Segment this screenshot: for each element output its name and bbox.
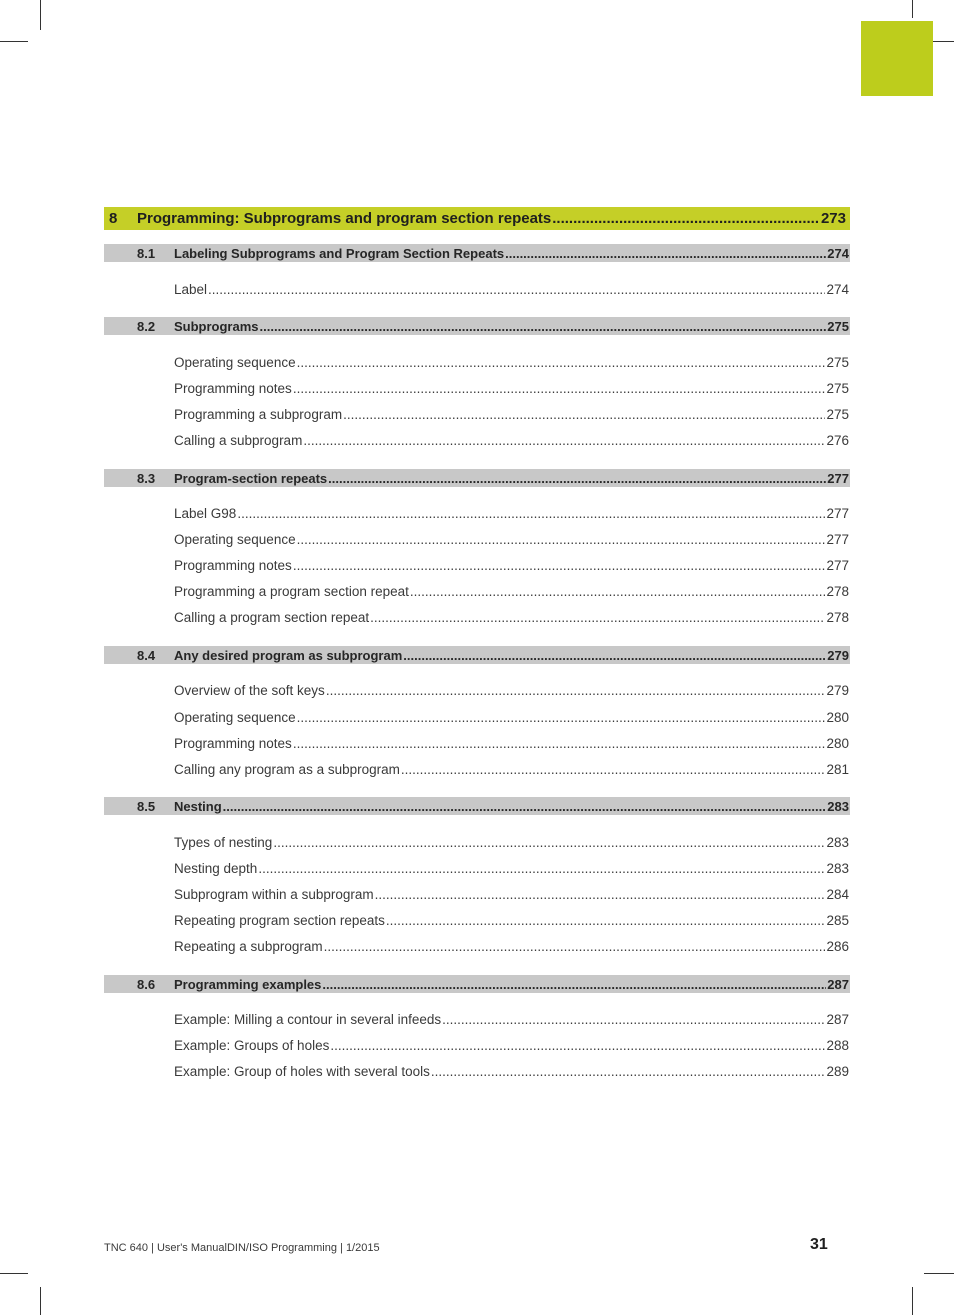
section-title: Program-section repeats — [174, 471, 328, 486]
toc-entry[interactable] — [174, 939, 849, 957]
entry-page: 280 — [826, 736, 849, 751]
crop-mark — [912, 1287, 913, 1315]
leader-dots — [442, 1012, 825, 1030]
leader-dots — [293, 381, 826, 399]
toc-entry[interactable] — [174, 887, 849, 905]
entry-label: Nesting depth — [174, 861, 258, 876]
entry-page: 277 — [826, 532, 849, 547]
leader-dots — [328, 471, 826, 486]
leader-dots — [322, 977, 826, 992]
entry-label: Programming notes — [174, 381, 292, 396]
entry-label: Repeating a subprogram — [174, 939, 323, 954]
leader-dots — [303, 433, 825, 451]
crop-mark — [40, 0, 41, 30]
section-title: Nesting — [174, 799, 222, 814]
entry-page: 288 — [826, 1038, 849, 1053]
section-page: 283 — [827, 799, 849, 814]
toc-entry[interactable] — [174, 532, 849, 550]
entry-label: Subprogram within a subprogram — [174, 887, 374, 902]
leader-dots — [403, 648, 826, 663]
section-page: 277 — [827, 471, 849, 486]
leader-dots — [297, 532, 826, 550]
section-heading[interactable] — [104, 469, 850, 487]
entry-label: Programming notes — [174, 736, 292, 751]
toc-entry[interactable] — [174, 1038, 849, 1056]
entry-label: Programming notes — [174, 558, 292, 573]
leader-dots — [297, 710, 826, 728]
leader-dots — [297, 355, 826, 373]
leader-dots — [223, 799, 827, 814]
entry-page: 275 — [826, 407, 849, 422]
section-heading[interactable] — [104, 317, 850, 335]
toc-entry[interactable] — [174, 1064, 849, 1082]
section-page: 279 — [827, 648, 849, 663]
chapter-title: Programming: Subprograms and program section repeats — [137, 210, 552, 227]
entry-label: Calling a program section repeat — [174, 610, 370, 625]
toc-entry[interactable] — [174, 506, 849, 524]
entry-page: 284 — [826, 887, 849, 902]
toc-entry[interactable] — [174, 1012, 849, 1030]
entry-label: Types of nesting — [174, 835, 273, 850]
entry-label: Programming a subprogram — [174, 407, 343, 422]
crop-mark — [0, 41, 28, 42]
section-number: 8.2 — [137, 319, 156, 334]
toc-entry[interactable] — [174, 610, 849, 628]
section-number: 8.4 — [137, 648, 156, 663]
toc-entry[interactable] — [174, 584, 849, 602]
toc-entry[interactable] — [174, 433, 849, 451]
leader-dots — [330, 1038, 825, 1056]
entry-page: 283 — [826, 835, 849, 850]
entry-page: 274 — [826, 282, 849, 297]
section-heading[interactable] — [104, 797, 850, 815]
entry-label: Operating sequence — [174, 710, 296, 725]
section-number: 8.3 — [137, 471, 156, 486]
section-heading[interactable] — [104, 244, 850, 262]
toc-entry[interactable] — [174, 381, 849, 399]
entry-label: Label G98 — [174, 506, 237, 521]
entry-label: Overview of the soft keys — [174, 683, 325, 698]
entry-page: 287 — [826, 1012, 849, 1027]
chapter-heading[interactable] — [104, 207, 850, 230]
entry-label: Example: Groups of holes — [174, 1038, 330, 1053]
section-title: Labeling Subprograms and Program Section Repeats — [174, 246, 505, 261]
entry-label: Calling any program as a subprogram — [174, 762, 400, 777]
section-page: 275 — [827, 319, 849, 334]
leader-dots — [505, 246, 826, 261]
entry-page: 280 — [826, 710, 849, 725]
entry-label: Label — [174, 282, 208, 297]
entry-page: 285 — [826, 913, 849, 928]
leader-dots — [293, 558, 826, 576]
leader-dots — [273, 835, 825, 853]
leader-dots — [552, 210, 820, 227]
footer-text: TNC 640 | User's ManualDIN/ISO Programming | 1/2015 — [104, 1242, 380, 1254]
toc-entry[interactable] — [174, 762, 849, 780]
entry-page: 275 — [826, 355, 849, 370]
section-title: Subprograms — [174, 319, 259, 334]
section-heading[interactable] — [104, 975, 850, 993]
leader-dots — [208, 282, 825, 300]
leader-dots — [343, 407, 825, 425]
entry-page: 278 — [826, 610, 849, 625]
section-title: Programming examples — [174, 977, 322, 992]
entry-page: 276 — [826, 433, 849, 448]
chapter-number: 8 — [109, 210, 118, 227]
entry-page: 283 — [826, 861, 849, 876]
leader-dots — [375, 887, 826, 905]
entry-label: Calling a subprogram — [174, 433, 303, 448]
toc-entry[interactable] — [174, 861, 849, 879]
entry-page: 286 — [826, 939, 849, 954]
entry-label: Example: Group of holes with several tools — [174, 1064, 430, 1079]
section-title: Any desired program as subprogram — [174, 648, 403, 663]
leader-dots — [326, 683, 826, 701]
section-page: 274 — [827, 246, 849, 261]
entry-page: 275 — [826, 381, 849, 396]
entry-label: Operating sequence — [174, 355, 296, 370]
toc-entry[interactable] — [174, 736, 849, 754]
toc-entry[interactable] — [174, 355, 849, 373]
entry-label: Example: Milling a contour in several infeeds — [174, 1012, 442, 1027]
leader-dots — [237, 506, 825, 524]
crop-mark — [0, 1273, 28, 1274]
section-number: 8.5 — [137, 799, 156, 814]
leader-dots — [258, 861, 825, 879]
crop-mark — [912, 0, 913, 18]
section-number: 8.6 — [137, 977, 156, 992]
page-number: 31 — [810, 1236, 828, 1253]
crop-mark — [40, 1287, 41, 1315]
leader-dots — [386, 913, 826, 931]
leader-dots — [324, 939, 826, 957]
section-number: 8.1 — [137, 246, 156, 261]
entry-label: Programming a program section repeat — [174, 584, 409, 599]
toc-entry[interactable] — [174, 683, 849, 701]
leader-dots — [431, 1064, 826, 1082]
entry-page: 279 — [826, 683, 849, 698]
toc-entry[interactable] — [174, 835, 849, 853]
toc-entry[interactable] — [174, 558, 849, 576]
section-page: 287 — [827, 977, 849, 992]
leader-dots — [260, 319, 827, 334]
leader-dots — [401, 762, 826, 780]
toc-entry[interactable] — [174, 282, 849, 300]
entry-page: 277 — [826, 506, 849, 521]
toc-entry[interactable] — [174, 407, 849, 425]
section-heading[interactable] — [104, 646, 850, 664]
toc-entry[interactable] — [174, 710, 849, 728]
entry-page: 278 — [826, 584, 849, 599]
leader-dots — [410, 584, 826, 602]
toc-entry[interactable] — [174, 913, 849, 931]
chapter-page: 273 — [820, 210, 846, 227]
chapter-tab — [861, 21, 933, 96]
entry-page: 289 — [826, 1064, 849, 1079]
crop-mark — [924, 1273, 954, 1274]
entry-label: Repeating program section repeats — [174, 913, 385, 928]
entry-page: 277 — [826, 558, 849, 573]
leader-dots — [370, 610, 825, 628]
leader-dots — [293, 736, 826, 754]
entry-page: 281 — [826, 762, 849, 777]
entry-label: Operating sequence — [174, 532, 296, 547]
